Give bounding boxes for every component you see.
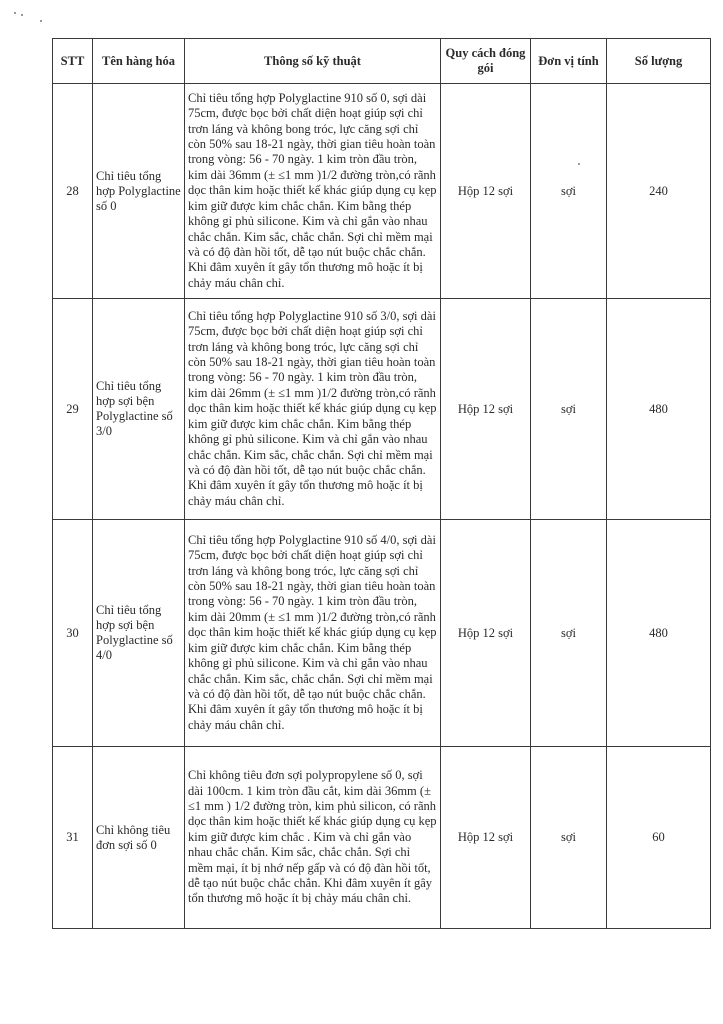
row-stt: 28 (53, 84, 93, 299)
table-header-row (53, 39, 711, 84)
row-packing: Hộp 12 sợi (441, 747, 531, 929)
row-unit: sợi (531, 299, 607, 520)
scan-speck (21, 14, 23, 16)
row-packing: Hộp 12 sợi (441, 520, 531, 747)
row-stt: 29 (53, 299, 93, 520)
row-quantity: 480 (607, 520, 711, 747)
table-row (53, 84, 711, 299)
table-row (53, 520, 711, 747)
header-unit: Đơn vị tính (531, 39, 607, 84)
row-unit: sợi (531, 84, 607, 299)
row-spec: Chỉ tiêu tổng hợp Polyglactine 910 số 0, sợi dài 75cm, được bọc bởi chất diện hoạt giúp sợi chỉ trơn láng và không bong tróc, lực căng sợi chỉ còn 50% sau 18-21 ngày, thời gian tiêu hoàn toàn trong vòng: 56 - 70 ngày. 1 kim tròn đầu tròn, kim dài 36mm (± ≤1 mm )1/2 đường tròn,có rãnh dọc thân kim hoặc thiết kế khác giúp dụng cụ kẹp kim giữ được kim chắc chắn. Kim bằng thép không gỉ phủ silicone. Kim và chỉ gắn vào nhau chắc chắn. Kim sắc, chắc chắn. Sợi chỉ mềm mại và có độ đàn hồi tốt, dễ tạo nút buộc chắc chắn. Khi đâm xuyên ít gây tổn thương mô hoặc ít bị chảy máu chân chỉ. (185, 84, 441, 299)
row-stt: 31 (53, 747, 93, 929)
header-quantity: Số lượng (607, 39, 711, 84)
row-name: Chỉ không tiêu đơn sợi số 0 (93, 747, 185, 929)
row-packing: Hộp 12 sợi (441, 84, 531, 299)
header-spec: Thông số kỹ thuật (185, 39, 441, 84)
row-packing: Hộp 12 sợi (441, 299, 531, 520)
row-name: Chỉ tiêu tổng hợp Polyglactine số 0 (93, 84, 185, 299)
row-spec: Chỉ tiêu tổng hợp Polyglactine 910 số 4/0, sợi dài 75cm, được bọc bởi chất diện hoạt giúp sợi chỉ trơn láng và không bong tróc, lực căng sợi chỉ còn 50% sau 18-21 ngày, thời gian tiêu hoàn toàn trong vòng: 56 - 70 ngày. 1 kim tròn đầu tròn, kim dài 20mm (± ≤1 mm )1/2 đường tròn,có rãnh dọc thân kim hoặc thiết kế khác giúp dụng cụ kẹp kim giữ được kim chắc chắn. Kim bằng thép không gỉ phủ silicone. Kim và chỉ gắn vào nhau chắc chắn. Kim sắc, chắc chắn. Sợi chỉ mềm mại và có độ đàn hồi tốt, dễ tạo nút buộc chắc chắn. Khi đâm xuyên ít gây tổn thương mô hoặc ít bị chảy máu chân chỉ. (185, 520, 441, 747)
header-packing: Quy cách đóng gói (441, 39, 531, 84)
row-unit: sợi (531, 520, 607, 747)
row-quantity: 480 (607, 299, 711, 520)
row-quantity: 60 (607, 747, 711, 929)
row-stt: 30 (53, 520, 93, 747)
table-row (53, 299, 711, 520)
row-spec: Chỉ không tiêu đơn sợi polypropylene số 0, sợi dài 100cm. 1 kim tròn đầu cắt, kim dài 36mm (± ≤1 mm ) 1/2 đường tròn, kim phủ silicon, có rãnh dọc thân kim hoặc thiết kế khác giúp dụng cụ kẹp kim giữ được kim chắc . Kim và chỉ gắn vào nhau chắc chắn. Kim sắc, chắc chắn. Sợi chỉ mềm mại, ít bị nhớ nếp gấp và có độ đàn hồi tốt, dễ tạo nút buộc chắc chắn. Khi đâm xuyên ít gây tổn thương mô hoặc ít bị chảy máu chân chỉ. (185, 747, 441, 929)
row-name: Chỉ tiêu tổng hợp sợi bện Polyglactine số 4/0 (93, 520, 185, 747)
row-name: Chỉ tiêu tổng hợp sợi bện Polyglactine số 3/0 (93, 299, 185, 520)
row-quantity: 240 (607, 84, 711, 299)
header-stt: STT (53, 39, 93, 84)
scan-speck (14, 12, 16, 14)
table-row (53, 747, 711, 929)
spec-table (52, 38, 711, 929)
header-name: Tên hàng hóa (93, 39, 185, 84)
row-unit: sợi (531, 747, 607, 929)
scan-speck (40, 20, 42, 22)
row-spec: Chỉ tiêu tổng hợp Polyglactine 910 số 3/0, sợi dài 75cm, được bọc bởi chất diện hoạt giúp sợi chỉ trơn láng và không bong tróc, lực căng sợi chỉ còn 50% sau 18-21 ngày, thời gian tiêu hoàn toàn trong vòng: 56 - 70 ngày. 1 kim tròn đầu tròn, kim dài 26mm (± ≤1 mm )1/2 đường tròn,có rãnh dọc thân kim hoặc thiết kế khác giúp dụng cụ kẹp kim giữ được kim chắc chắn. Kim bằng thép không gỉ phủ silicone. Kim và chỉ gắn vào nhau chắc chắn. Kim sắc, chắc chắn. Sợi chỉ mềm mại và có độ đàn hồi tốt, dễ tạo nút buộc chắc chắn. Khi đâm xuyên ít gây tổn thương mô hoặc ít bị chảy máu chân chỉ. (185, 299, 441, 520)
